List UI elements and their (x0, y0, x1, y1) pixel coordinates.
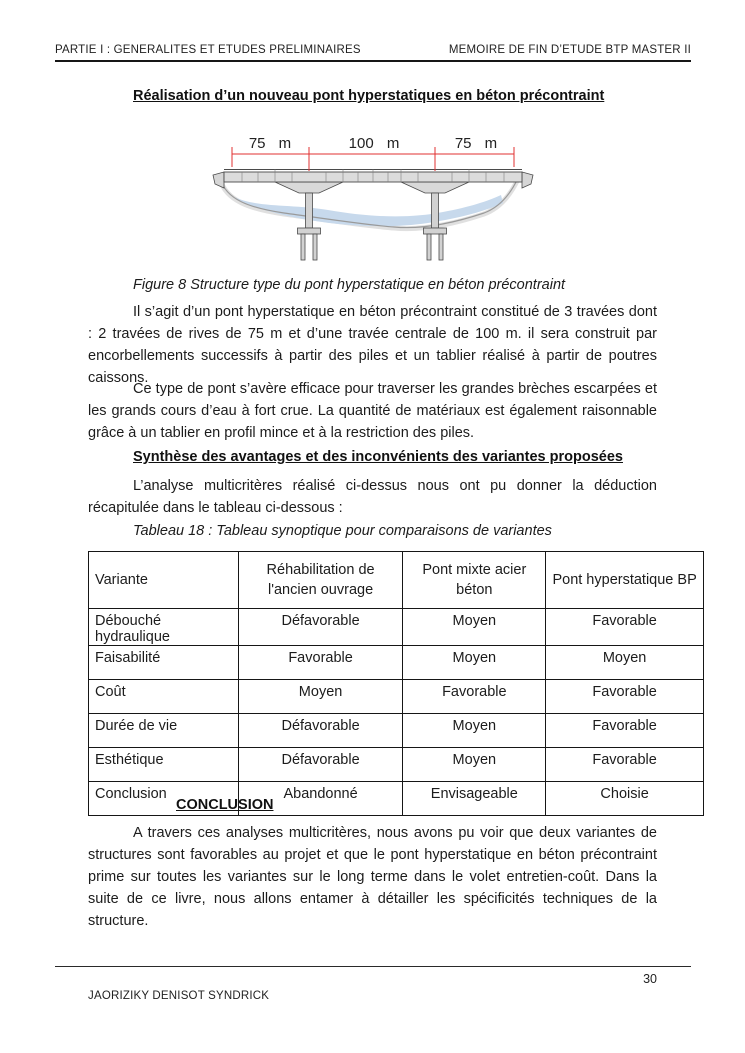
table-row (89, 646, 704, 680)
paragraph-table-intro: L’analyse multicritères réalisé ci-dessus nous ont pu donner la déduction récapitulée dans le tableau ci-dessous : (88, 478, 657, 516)
rating-cell: Moyen (403, 609, 546, 646)
conclusion-heading: CONCLUSION (176, 797, 274, 813)
rating-cell: Moyen (238, 680, 403, 714)
left-abutment (213, 172, 224, 188)
section-heading-synthese: Synthèse des avantages et des inconvénients des variantes proposées (133, 449, 623, 465)
span-dimension-label: 75 m (248, 135, 292, 152)
header-left-text: PARTIE I : GENERALITES ET ETUDES PRELIMINAIRES (55, 44, 361, 56)
criterion-cell: Conclusion (89, 782, 239, 816)
bridge-elevation-figure (198, 118, 548, 266)
rating-cell: Envisageable (403, 782, 546, 816)
bridge-elevation-diagram (198, 118, 548, 266)
criterion-cell: Faisabilité (89, 646, 239, 680)
table-row (89, 748, 704, 782)
pier-left (298, 193, 321, 260)
header-rule (55, 60, 691, 62)
rating-cell: Favorable (546, 609, 704, 646)
rating-cell: Défavorable (238, 609, 403, 646)
rating-cell: Moyen (403, 646, 546, 680)
rating-cell: Favorable (403, 680, 546, 714)
criterion-cell: Durée de vie (89, 714, 239, 748)
table-caption: Tableau 18 : Tableau synoptique pour comparaisons de variantes (133, 523, 552, 539)
rating-cell: Défavorable (238, 714, 403, 748)
paragraph-bridge-description: Il s’agit d’un pont hyperstatique en béton précontraint constitué de 3 travées dont : 2 travées de rives de 75 m et d’une travée centrale de 100 m. il sera construit par encorbellements successifs à partir des piles et un tablier réalisé à partir de poutres caissons. (88, 304, 657, 386)
page-number: 30 (643, 972, 657, 986)
variant-comparison-table (88, 551, 704, 816)
rating-cell: Favorable (546, 748, 704, 782)
comparison-table-body (89, 609, 704, 816)
rating-cell: Favorable (546, 680, 704, 714)
table-row (89, 609, 704, 646)
rating-cell: Choisie (546, 782, 704, 816)
column-header-pont-hyperstatique: Pont hyperstatique BP (546, 552, 704, 609)
paragraph-bridge-advantages: Ce type de pont s’avère efficace pour traverser les grandes brèches escarpées et les grands cours d’eau à fort crue. La quantité de matériaux est également raisonnable grâce à un tablier en profil mince et à la restriction des piles. (88, 381, 657, 441)
column-header-variante: Variante (89, 552, 239, 609)
rating-cell: Défavorable (238, 748, 403, 782)
rating-cell: Moyen (403, 714, 546, 748)
deck-haunch-left (275, 182, 343, 193)
rating-cell: Moyen (546, 646, 704, 680)
paragraph-conclusion: A travers ces analyses multicritères, nous avons pu voir que deux variantes de structures sont favorables au projet et que le pont hyperstatique en béton précontraint prime sur toutes les variantes sur le long terme dans le volet entretien-coût. Dans la suite de ce livre, nous allons entamer à détailler les spécificités techniques de la structure. (88, 825, 657, 929)
criterion-cell: Coût (89, 680, 239, 714)
rating-cell: Favorable (238, 646, 403, 680)
rating-cell: Abandonné (238, 782, 403, 816)
figure-caption: Figure 8 Structure type du pont hyperstatique en béton précontraint (133, 277, 566, 293)
criterion-cell: Débouché hydraulique (89, 609, 239, 646)
header-right-text: MEMOIRE DE FIN D’ETUDE BTP MASTER II (448, 44, 691, 56)
footer-rule (55, 966, 691, 967)
span-dimension-label: 100 m (348, 135, 400, 152)
criterion-cell: Esthétique (89, 748, 239, 782)
page-title: Réalisation d’un nouveau pont hyperstatiques en béton précontraint (133, 88, 605, 104)
footer-author: JAORIZIKY DENISOT SYNDRICK (88, 990, 270, 1002)
column-header-rehabilitation: Réhabilitation de l'ancien ouvrage (238, 552, 403, 609)
table-header-row (89, 552, 704, 609)
rating-cell: Favorable (546, 714, 704, 748)
rating-cell: Moyen (403, 748, 546, 782)
table-row (89, 714, 704, 748)
deck-haunch-right (401, 182, 469, 193)
table-row (89, 680, 704, 714)
span-dimension-label: 75 m (454, 135, 498, 152)
right-abutment (522, 172, 533, 188)
column-header-pont-mixte: Pont mixte acier béton (403, 552, 546, 609)
